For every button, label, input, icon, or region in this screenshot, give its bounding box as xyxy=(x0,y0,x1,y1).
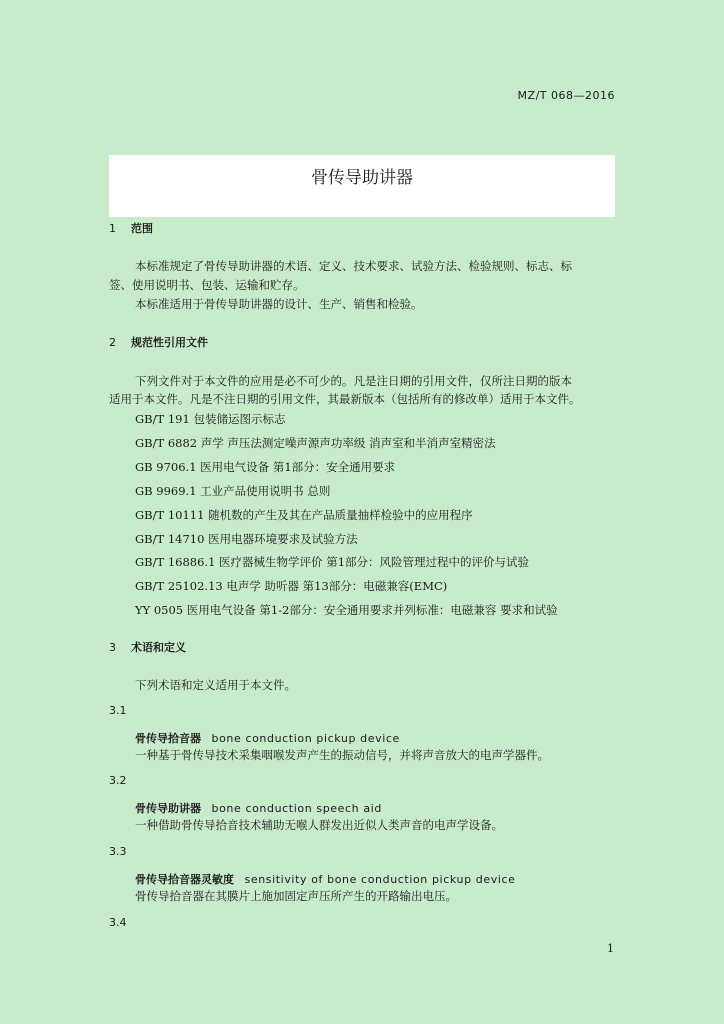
term-entry xyxy=(135,871,515,887)
term-definition: 骨传导拾音器在其膜片上施加固定声压所产生的开路输出电压。 xyxy=(135,889,457,903)
reference-item: GB/T 6882 声学 声压法测定噪声源声功率级 消声室和半消声室精密法 xyxy=(135,436,496,450)
clause-number: 3.1 xyxy=(109,704,127,717)
section-title: 范围 xyxy=(131,222,153,235)
paragraph-line: 签、使用说明书、包装、运输和贮存。 xyxy=(109,278,305,292)
reference-item: GB 9969.1 工业产品使用说明书 总则 xyxy=(135,484,331,498)
paragraph-line: 下列文件对于本文件的应用是必不可少的。凡是注日期的引用文件，仅所注日期的版本 xyxy=(135,374,572,388)
section-title: 规范性引用文件 xyxy=(131,336,208,349)
section-number: 3 xyxy=(109,641,116,654)
page-number: 1 xyxy=(607,942,614,955)
term-chinese: 骨传导助讲器 xyxy=(135,802,201,815)
term-chinese: 骨传导拾音器灵敏度 xyxy=(135,873,234,886)
term-chinese: 骨传导拾音器 xyxy=(135,732,201,745)
reference-item: GB/T 191 包装储运图示标志 xyxy=(135,412,286,426)
section-number: 2 xyxy=(109,336,116,349)
paragraph-line: 下列术语和定义适用于本文件。 xyxy=(135,678,296,692)
reference-item: YY 0505 医用电气设备 第1-2部分：安全通用要求并列标准：电磁兼容 要求和试验 xyxy=(135,603,558,617)
term-definition: 一种基于骨传导技术采集咽喉发声产生的振动信号，并将声音放大的电声学器件。 xyxy=(135,748,549,762)
term-english: bone conduction speech aid xyxy=(211,802,382,815)
term-english: bone conduction pickup device xyxy=(211,732,400,745)
section-number: 1 xyxy=(109,222,116,235)
clause-number: 3.4 xyxy=(109,916,127,929)
reference-item: GB 9706.1 医用电气设备 第1部分：安全通用要求 xyxy=(135,460,396,474)
reference-item: GB/T 10111 随机数的产生及其在产品质量抽样检验中的应用程序 xyxy=(135,508,473,522)
reference-item: GB/T 25102.13 电声学 助听器 第13部分：电磁兼容(EMC) xyxy=(135,579,448,593)
term-entry xyxy=(135,800,382,816)
reference-item: GB/T 16886.1 医疗器械生物学评价 第1部分：风险管理过程中的评价与试验 xyxy=(135,555,530,569)
section-2-heading xyxy=(109,334,208,350)
paragraph-line: 本标准规定了骨传导助讲器的术语、定义、技术要求、试验方法、检验规则、标志、标 xyxy=(135,259,572,273)
clause-number: 3.2 xyxy=(109,774,127,787)
section-1-heading xyxy=(109,220,153,236)
standard-code: MZ/T 068—2016 xyxy=(517,89,615,102)
section-title: 术语和定义 xyxy=(131,641,186,654)
document-title: 骨传导助讲器 xyxy=(311,168,413,188)
term-definition: 一种借助骨传导拾音技术辅助无喉人群发出近似人类声音的电声学设备。 xyxy=(135,818,503,832)
term-english: sensitivity of bone conduction pickup device xyxy=(244,873,516,886)
term-entry xyxy=(135,730,400,746)
paragraph-line: 本标准适用于骨传导助讲器的设计、生产、销售和检验。 xyxy=(135,297,423,311)
paragraph-line: 适用于本文件。凡是不注日期的引用文件，其最新版本（包括所有的修改单）适用于本文件。 xyxy=(109,392,581,406)
section-3-heading xyxy=(109,639,186,655)
title-box xyxy=(109,155,615,217)
reference-item: GB/T 14710 医用电器环境要求及试验方法 xyxy=(135,532,358,546)
clause-number: 3.3 xyxy=(109,845,127,858)
